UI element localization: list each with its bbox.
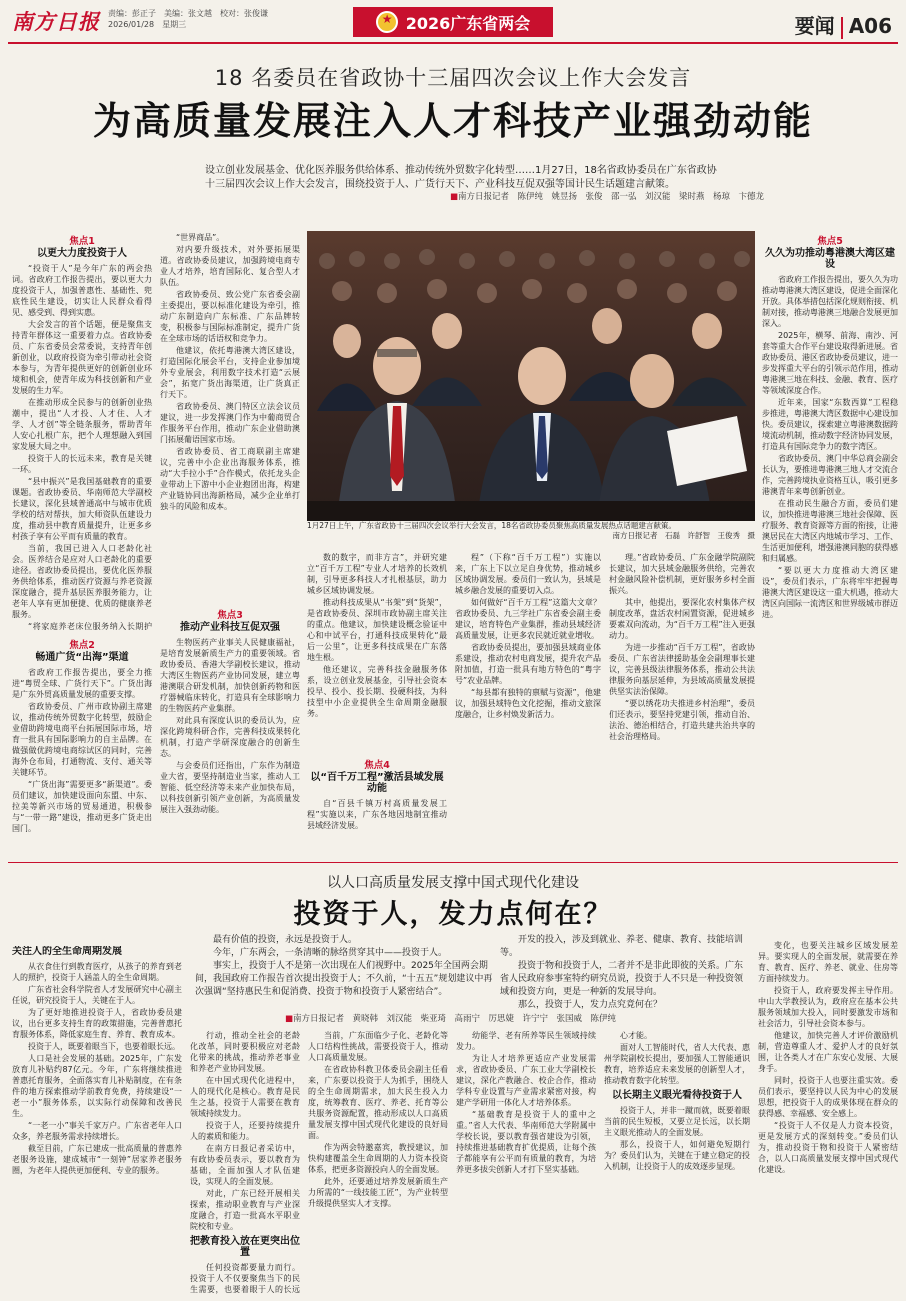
paragraph: 省政府工作报告提出，要全力推进“粤贸全球、广货行天下”。广货出海是广东外贸高质量发展的重要支撑。: [12, 668, 152, 699]
paragraph: 投资于人，并非一蹴而就，既要着眼当前的民生短板，又要立足长远，以长期主义眼光推动人的全面发展。: [604, 1106, 750, 1137]
paragraph: “一老一小”事关千家万户。广东省老年人口众多，养老服务需求持续增长。: [12, 1121, 182, 1141]
paragraph: “世界商品”。: [176, 233, 225, 242]
paragraph: 数的数字，而非方言”，并研究建立“百千万工程”专业人才培养的长效机制，引导更多科技人才扎根基层，助力城乡区域协调发展。: [307, 553, 447, 595]
focus-label-5: 焦点5: [817, 236, 843, 247]
paragraph: “每县都有独特的禀赋与资源”，他建议，加强县域特色文化挖掘，推动文旅深度融合，让乡村焕发新活力。: [455, 688, 601, 719]
lower-lead-right: [500, 934, 750, 1012]
paragraph: 省政协委员、广州市政协副主席建议，推动传统外贸数字化转型，鼓励企业借助跨境电商平台拓展国际市场，培育一批具有国际影响力的自主品牌。在做强做优跨境电商综试区的同时，完善海外仓布局，打通物流、支付、通关等关键环节。: [12, 702, 152, 777]
paragraph: 自“百县千镇万村高质量发展工程”实施以来，广东各地因地制宜推动县域经济发展。: [307, 799, 447, 830]
paragraph: 事实上，投资于人不是第一次出现在人们视野中。2025年全国两会期间，我国政府工作报告首次提出投资于人；不久前，“十五五”规划建议中再次强调“坚持惠民生和促消费、投资于物和投资于人紧密结合”。: [195, 961, 493, 997]
paragraph: 生物医药产业事关人民健康福祉，是培育发展新质生产力的重要领域。省政协委员、香港大学副校长建议，推动大湾区生物医药产业协同发展，建立粤港澳联合研发机制，加快创新药物和医疗器械临床转化，打造具有全球影响力的生物医药产业集群。: [160, 638, 300, 713]
paragraph: 他建议，加快完善人才评价激励机制，营造尊重人才、爱护人才的良好氛围，让各类人才在广东安心发展、大展身手。: [758, 1031, 898, 1073]
article-column-2: [160, 232, 300, 604]
section-divider-line: [8, 862, 898, 863]
page-number: A06: [848, 14, 892, 38]
paragraph: 近年来，国家“东数西算”工程稳步推进，粤港澳大湾区数据中心建设加快。委员建议，探索建立粤港澳数据跨境流动机制，推动数字经济协同发展，打造具有国际竞争力的数字湾区。: [762, 398, 898, 451]
date-line: 2026/01/28 星期三: [108, 20, 187, 29]
lower-col5-title: 以长期主义眼光看待投资于人: [612, 1090, 742, 1101]
photo-caption: [307, 521, 755, 541]
paragraph: 大会发言的首个话题，便是聚焦支持青年群体这一重要着力点。省政协委员、广东省委员会常委说，支持青年创新创业，以政府投资为牵引带动社会资本参与，为青年提供更好的创新创业环境和机会，使青年成为科技创新和产业发展的生力军。: [12, 320, 152, 395]
article-column-2b: [160, 606, 300, 854]
paragraph: 最有价值的投资，永远是投资于人。: [213, 935, 358, 945]
paragraph: 投资于物和投资于人，二者并不是非此即彼的关系。广东省人民政府参事室特约研究员说，投资于人不只是一种投资领域和投资方向，更是一种新的发展导向。: [500, 961, 744, 997]
paragraph: “广货出海”需要更多“新渠道”。委员们建议，加快建设面向东盟、中东、拉美等新兴市场的贸易通道，积极参与“一带一路”建设，推动更多广货走出国门。: [12, 780, 152, 833]
paragraph: 省政协委员、澳门特区立法会议员建议，进一步发挥澳门作为中葡商贸合作服务平台作用，推动广东企业借助澳门拓展葡语国家市场。: [160, 402, 300, 444]
paragraph: 省政协委员提出，要加强县域商业体系建设，推动农村电商发展，提升农产品附加值，打造一批具有地方特色的“粤字号”农业品牌。: [455, 643, 601, 685]
lower-column-1: [12, 946, 182, 1296]
lower-column-2: [190, 1030, 300, 1296]
paragraph: 在南方日报记者采访中，有政协委员表示，要以教育为基础，全面加强人才队伍建设，实现人的全面发展。: [190, 1144, 300, 1186]
paragraph: 为进一步推动“百千万工程”，省政协委员、广东省法律援助基金会副理事长建议，完善县级法律服务体系，推动公共法律服务向基层延伸，为县域高质量发展提供坚实法治保障。: [609, 643, 755, 696]
paragraph: “投资于人不仅是人力资本投资，更是发展方式的深刻转变。”委员们认为，推动投资于物和投资于人紧密结合，以人口高质量发展支撑中国式现代化建设。: [758, 1121, 898, 1174]
lower-left-title: 关注人的全生命周期发展: [12, 946, 122, 957]
paragraph: 其中，他提出，要深化农村集体产权制度改革，盘活农村闲置资源，促进城乡要素双向流动，为“百千万工程”注入更强动力。: [609, 598, 755, 640]
paragraph: 此外，还要通过培养发展新质生产力所需的“一线技能工匠”，为产业转型升级提供坚实人才支撑。: [308, 1177, 448, 1208]
paragraph: 推动科技成果从“书架”到“货架”，是省政协委员、深圳市政协副主席关注的重点。他建议，加快建设概念验证中心和中试平台，打通科技成果转化“最后一公里”，让更多科技成果在广东落地生根。: [307, 598, 447, 662]
focus-label-1: 焦点1: [69, 236, 95, 247]
emblem-icon: [376, 11, 398, 33]
article-column-4: [455, 552, 601, 854]
paragraph: 他建议，依托粤港澳大湾区建设，打造国际化展会平台，支持企业参加境外专业展会，利用数字技术打造“云展会”，拓宽广货出海渠道，让广货真正行天下。: [160, 346, 300, 399]
byline-text: 南方日报记者 黄晓韩 刘汉能 柴亚琦 高雨宁 厉思婕 许宁宁 张国威 陈伊纯: [293, 1014, 617, 1024]
article-column-1b: [12, 636, 152, 854]
lower-headline: 投资于人，发力点何在？: [293, 899, 613, 930]
focus-title-3: 推动产业科技互促双强: [180, 622, 280, 633]
paragraph: 省政协委员、致公党广东省委会副主委提出，要以标准化建设为牵引，推动广东制造向广东标准、广东品牌转变，积极参与国际标准制定，提升广货在全球市场的话语权和竞争力。: [160, 290, 300, 343]
paragraph: 投资于人，还要持续提升人的素质和能力。: [190, 1121, 300, 1141]
paragraph: 幼能学、老有所养等民生领域持续发力。: [456, 1031, 596, 1051]
photo-illustration: [307, 231, 755, 521]
focus-label-3: 焦点3: [217, 610, 243, 621]
paragraph: 程”（下称“百千万工程”）实施以来，广东上下以立足自身优势，推动城乡区域协调发展。委员们一致认为，县域是城乡融合发展的重要切入点。: [455, 553, 601, 595]
paragraph: 任何投资都要量力而行。投资于人不仅要聚焦当下的民生需要，也要着眼于人的长远: [190, 1263, 300, 1294]
paragraph: 省政府工作报告提出，要久久为功推动粤港澳大湾区建设，促进全面深化开放。具体举措包括深化规则衔接、机制对接，推动粤港澳三地融合发展更加深入。: [762, 275, 898, 328]
paragraph: 他还建议，完善科技金融服务体系，设立创业发展基金，引导社会资本投早、投小、投长期、投硬科技，为科技型中小企业提供全生命周期金融服务。: [307, 665, 447, 718]
paragraph: 行动，推动全社会的老龄化改革，同时要积极应对老龄化带来的挑战，推动养老事业和养老产业协同发展。: [190, 1031, 300, 1073]
paragraph: 在推动形成全民参与的创新创业热潮中，提出“人才投、人才住、人才学、人才创”等全链条服务，帮助青年人安心扎根广东，把个人理想融入到国家发展大局之中。: [12, 398, 152, 451]
paragraph: 今年，广东两会，一条清晰的脉络贯穿其中——投资于人。: [213, 948, 448, 958]
article-column-6: [762, 232, 898, 854]
newspaper-logo: 南方日报: [12, 9, 100, 34]
paragraph: “要以更大力度推动大湾区建设”，委员们表示，广东将牢牢把握粤港澳大湾区建设这一重大机遇，推动大湾区向国际一流湾区和世界级城市群迈进。: [762, 566, 898, 619]
focus-title-5: 久久为功推动粤港澳大湾区建设: [765, 248, 895, 270]
paragraph: 对此，广东已经开展相关探索，推动职业教育与产业深度融合，打造一批高水平职业院校和专业。: [190, 1189, 300, 1231]
paragraph: 理。”省政协委员、广东金融学院副院长建议，加大县域金融服务供给，完善农村金融风险补偿机制，更好服务乡村全面振兴。: [609, 553, 755, 595]
paragraph: 省政协委员、省工商联副主席建议，完善中小企业出海服务体系，推动“大手拉小手”合作模式，依托龙头企业带动上下游中小企业抱团出海，构建产业链协同出海新格局，减少企业单打独斗的风险和成本。: [160, 447, 300, 511]
banner-text: 2026广东省两会: [405, 13, 531, 33]
lower-byline: [285, 1012, 616, 1024]
bullet-icon: ■: [285, 1014, 294, 1024]
paragraph: 省政协委员、澳门中华总商会副会长认为，要推进粤港澳三地人才交流合作，完善跨境执业资格互认，吸引更多港澳青年来粤创新创业。: [762, 454, 898, 496]
lower-column-5: [604, 1030, 750, 1296]
paragraph: 截至目前，广东已建成一批高质量的普惠养老服务设施，建成城市“一刻钟”居家养老服务圈，为老年人提供更加便利、专业的服务。: [12, 1144, 182, 1175]
paragraph: 对此具有深度认识的委员认为，应深化跨境科研合作，完善科技成果转化机制，打造产学研深度融合的创新生态。: [160, 716, 300, 758]
lower-column-6: [758, 940, 898, 1296]
focus-title-4: 以“百千万工程”激活县域发展动能: [310, 772, 444, 794]
article-column-3b: [307, 756, 447, 854]
paragraph: 作为两会特邀嘉宾，教授建议，加快构建覆盖全生命周期的人力资本投资体系，把更多资源投向人的全面发展。: [308, 1143, 448, 1174]
byline-text: 南方日报记者 陈伊纯 姚昱扬 张俊 邵一弘 刘汉能 梁时燕 杨琼 卞德龙: [458, 192, 765, 202]
paragraph: 如何做好“百千万工程”这篇大文章？省政协委员、九三学社广东省委会副主委建议，培育特色产业集群，推动县域经济高质量发展，让更多农民就近就业增收。: [455, 598, 601, 640]
main-headline: 为高质量发展注入人才科技产业强劲动能: [92, 99, 813, 143]
lower-mid-title: 把教育投入放在更突出位置: [190, 1236, 300, 1258]
bullet-icon: ■: [450, 192, 459, 202]
conference-banner: [353, 7, 553, 37]
paragraph: 面对人工智能时代，省人大代表、惠州学院副校长提出，要加强人工智能通识教育，培养适应未来发展的创新型人才，推动教育数字化转型。: [604, 1043, 750, 1085]
paragraph: 为了更好地推进投资于人，省政协委员建议，出台更多支持生育的政策措施，完善普惠托育服务体系，降低家庭生育、养育、教育成本。: [12, 1008, 182, 1039]
section-divider: [841, 17, 843, 39]
masthead: [8, 4, 898, 44]
lower-column-3: [308, 1030, 448, 1296]
paragraph: 对内要升级技术，对外要拓展渠道。省政协委员建议，加强跨境电商专业人才培养，培育国际化、复合型人才队伍。: [160, 245, 300, 287]
headline-lead: 设立创业发展基金、优化医养服务供给体系、推动传统外贸数字化转型……1月27日，18名省政协委员在广东省政协十三届四次会议上作大会发言，围绕投资于人、广货行天下、产业科技互促双强等国计民生话题建言献策。: [205, 165, 717, 190]
article-column-5: [609, 552, 755, 854]
editor-line: 责编：彭正子 美编：张文越 校对：张俊谦: [108, 9, 268, 18]
paragraph: 与会委员们还指出，广东作为制造业大省，要坚持制造业当家，推动人工智能、低空经济等未来产业加快布局，以科技创新引领产业创新，为高质量发展注入强劲动能。: [160, 761, 300, 814]
paragraph: 开发的投入，涉及到就业、养老、健康、教育、技能培训等。: [500, 935, 744, 958]
caption-text: 1月27日上午，广东省政协十三届四次会议举行大会发言，18名省政协委员聚焦高质量发展热点话题建言献策。: [307, 521, 676, 530]
headline-byline: [450, 190, 764, 202]
paragraph: 投资于人的长远未来，教育是关键一环。: [12, 454, 152, 474]
paragraph: 投资于人，既要着眼当下，也要着眼长远。: [28, 1042, 180, 1051]
paragraph: 当前，我国已进入人口老龄化社会。医养结合是应对人口老龄化的重要途径。省政协委员提出，要优化医养服务供给体系，推动医疗资源与养老资源深度融合，提升基层医养服务能力，让老年人享有更加便捷、优质的健康养老服务。: [12, 544, 152, 619]
paragraph: 人口是社会发展的基础。2025年，广东发放育儿补贴约87亿元。今年，广东将继续推进普惠托育服务，全面落实育儿补贴制度，在有条件的地方探索推动学前教育免费，持续建设“一老一小”服务体系，以实际行动保障和改善民生。: [12, 1054, 182, 1118]
focus-label-4: 焦点4: [364, 760, 390, 771]
paragraph: 广东省社会科学院省人才发展研究中心副主任说，研究投资于人，关键在于人。: [12, 985, 182, 1005]
paragraph: 从衣食住行到教育医疗，从孩子的养育到老人的照护，投资于人涵盖人的全生命周期。: [12, 962, 182, 982]
lower-column-4: [456, 1030, 596, 1296]
photo-credit: 南方日报记者 石磊 许舒智 王俊秀 摄: [612, 531, 755, 540]
paragraph: 在中国式现代化进程中，人的现代化是核心。教育是民生之基，投资于人需要在教育领域持续发力。: [190, 1076, 300, 1118]
paragraph: 投资于人，政府要发挥主导作用。中山大学教授认为，政府应在基本公共服务领域加大投入，同时要激发市场和社会活力，引导社会资本参与。: [758, 986, 898, 1028]
paragraph: “投资于人”是今年广东的两会热词。省政府工作报告提出，要以更大力度投资于人，加强普惠性、基础性、兜底性民生建设，切实让人民群众看得见、感受到、得到实惠。: [12, 264, 152, 317]
focus-title-2: 畅通广货“出海”渠道: [35, 652, 129, 663]
editor-credits: [108, 8, 268, 30]
focus-label-2: 焦点2: [69, 640, 95, 651]
section-name: 要闻: [794, 14, 835, 38]
paragraph: 那么，投资于人，发力点究竟何在？: [518, 1000, 663, 1010]
paragraph: “将家庭养老床位服务纳入长期护: [28, 622, 152, 630]
paragraph: 为让人才培养更适应产业发展需求，省政协委员、广东工业大学副校长建议，深化产教融合、校企合作，推动学科专业设置与产业需求紧密对接，构建产学研用一体化人才培养体系。: [456, 1054, 596, 1107]
paragraph: 在省政协科教卫体委员会副主任看来，广东要以投资于人为抓手，围绕人的全生命周期需求，加大民生投入力度，统筹教育、医疗、养老、托育等公共服务资源配置，推动形成以人口高质量发展支撑中国式现代化建设的良好局面。: [308, 1065, 448, 1140]
paragraph: 同时，投资于人也要注重实效。委员们表示，要坚持以人民为中心的发展思想，把投资于人的成果体现在群众的获得感、幸福感、安全感上。: [758, 1076, 898, 1118]
paragraph: 心才能。: [620, 1031, 652, 1040]
paragraph: “县中振兴”是我国基础教育的重要课题。省政协委员、华南师范大学副校长建议，深化县域普通高中与城市优质学校的结对帮扶，加大师资队伍建设力度，推动县中教育质量提升，让更多乡村孩子享有公平而有质量的教育。: [12, 477, 152, 541]
section-label: [795, 10, 892, 39]
lower-lead-left: [195, 934, 495, 999]
focus-title-1: 以更大力度投资于人: [37, 248, 127, 259]
paragraph: “基础教育是投资于人的重中之重。”省人大代表、华南师范大学附属中学校长说，要以教育强省建设为引领，持续推进基础教育扩优提质，让每个孩子都能享有公平而有质量的教育，为培养更多拔尖创新人才打下坚实基础。: [456, 1110, 596, 1174]
conference-photo: [307, 231, 755, 521]
lower-kicker: 以人口高质量发展支撑中国式现代化建设: [327, 875, 579, 891]
paragraph: 2025年，横琴、前海、南沙、河套等重大合作平台建设取得新进展。省政协委员、港区省政协委员建议，进一步发挥重大平台的引领示范作用，推动粤港澳三地在科技、金融、教育、医疗等领域深度合作。: [762, 331, 898, 395]
paragraph: 变化，也要关注城乡区域发展差异。要实现人的全面发展，就需要在养育、教育、医疗、养老、就业、住房等方面持续发力。: [758, 941, 898, 983]
paragraph: 在推动民生融合方面，委员们建议，加快推进粤港澳三地社会保障、医疗服务、教育资源等方面的衔接，让港澳居民在大湾区内地城市学习、工作、生活更加便利，增强港澳同胞的获得感和归属感。: [762, 499, 898, 563]
paragraph: 那么，投资于人，如何避免短期行为？委员们认为，关键在于建立稳定的投入机制，让投资于人的成效逐步显现。: [604, 1140, 750, 1171]
paragraph: 当前，广东面临少子化、老龄化等人口结构性挑战，需要投资于人，推动人口高质量发展。: [308, 1031, 448, 1062]
headline-kicker: 18 名委员在省政协十三届四次会议上作大会发言: [214, 66, 692, 90]
article-column-3: [307, 552, 447, 748]
article-column-1: [12, 232, 152, 630]
paragraph: “要以绣花功夫推进乡村治理”，委员们还表示，要坚持党建引领，推动自治、法治、德治相结合，打造共建共治共享的社会治理格局。: [609, 699, 755, 741]
